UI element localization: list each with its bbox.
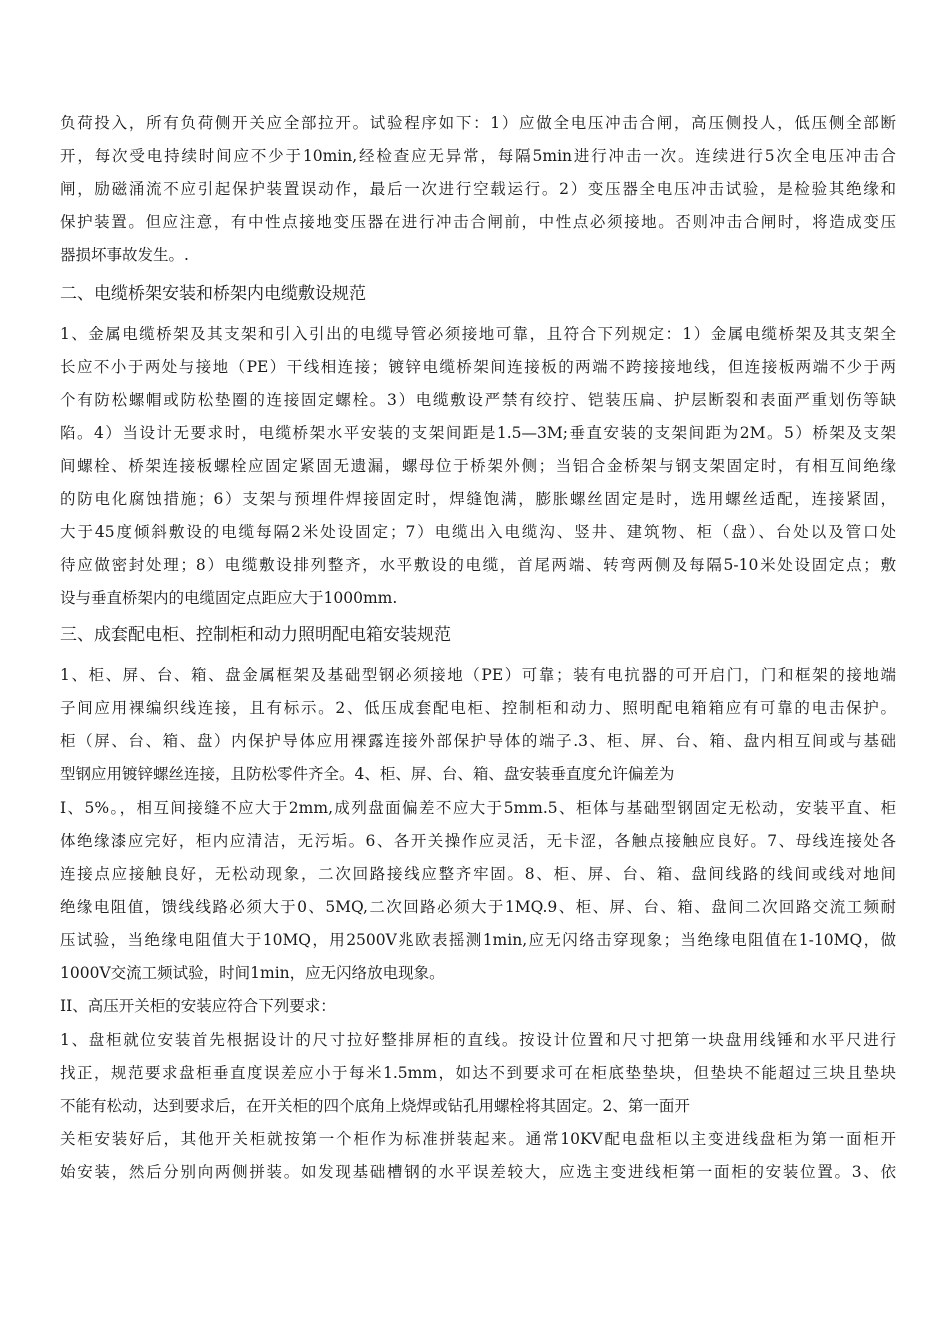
paragraph-line: 型钢应用镀锌螺丝连接，且防松零件齐全。4、柜、屏、台、箱、盘安装垂直度允许偏差为 [60, 765, 675, 783]
paragraph-line: 子间应用裸编织线连接，且有标示。2、低压成套配电柜、控制柜和动力、照明配电箱箱应有可靠的电击保护。 [60, 699, 896, 717]
paragraph-line: 陷。4）当设计无要求时，电缆桥架水平安装的支架间距是1.5—3M;垂直安装的支架间距为2M。5）桥架及支架 [60, 424, 896, 442]
paragraph-line: 1、盘柜就位安装首先根据设计的尺寸拉好整排屏柜的直线。按设计位置和尺寸把第一块盘用线锤和水平尺进行 [60, 1031, 896, 1049]
paragraph-line: 的防电化腐蚀措施；6）支架与预埋件焊接固定时，焊缝饱满，膨胀螺丝固定是时，选用螺丝适配，连接紧固， [60, 490, 896, 508]
paragraph-line: 1、金属电缆桥架及其支架和引入引出的电缆导管必须接地可靠，且符合下列规定：1）金属电缆桥架及其支架全 [60, 325, 896, 343]
section-heading: 三、成套配电柜、控制柜和动力照明配电箱安装规范 [60, 625, 451, 645]
paragraph-line: 压试验，当绝缘电阻值大于10MQ，用2500V兆欧表摇测1min,应无闪络击穿现象；当绝缘电阻值在1-10MQ，做 [60, 931, 896, 949]
paragraph-line: 绝缘电阻值，馈线线路必须大于0、5MQ,二次回路必须大于1MQ.9、柜、屏、台、箱、盘间二次回路交流工频耐 [60, 898, 896, 916]
paragraph-line: 待应做密封处理；8）电缆敷设排列整齐，水平敷设的电缆，首尾两端、转弯两侧及每隔5-10米处设固定点；敷 [60, 556, 896, 574]
paragraph-line: 闸，励磁涌流不应引起保护装置误动作，最后一次进行空载运行。2）变压器全电压冲击试验，是检验其绝缘和 [60, 180, 896, 198]
paragraph-line: 长应不小于两处与接地（PE）干线相连接；镀锌电缆桥架间连接板的两端不跨接接地线，但连接板两端不少于两 [60, 358, 896, 376]
paragraph-line: 1000V交流工频试验，时间1min，应无闪络放电现象。 [60, 964, 445, 982]
paragraph-line: 连接点应接触良好，无松动现象，二次回路接线应整齐牢固。8、柜、屏、台、箱、盘间线路的线间或线对地间 [60, 865, 896, 883]
paragraph-line: 始安装，然后分别向两侧拼装。如发现基础槽钢的水平误差较大，应选主变进线柜第一面柜的安装位置。3、依 [60, 1163, 896, 1181]
paragraph-line: 开，每次受电持续时间应不少于10min,经检查应无异常，每隔5min进行冲击一次。连续进行5次全电压冲击合 [60, 147, 896, 165]
paragraph-line: 找正，规范要求盘柜垂直度误差应小于每米1.5mm，如达不到要求可在柜底垫垫块，但垫块不能超过三块且垫块 [60, 1064, 896, 1082]
paragraph-line: 柜（屏、台、箱、盘）内保护导体应用裸露连接外部保护导体的端子.3、柜、屏、台、箱、盘内相互间或与基础 [60, 732, 896, 750]
paragraph-line: 关柜安装好后，其他开关柜就按第一个柜作为标准拼装起来。通常10KV配电盘柜以主变进线盘柜为第一面柜开 [60, 1130, 896, 1148]
paragraph-line: 大于45度倾斜敷设的电缆每隔2米处设固定；7）电缆出入电缆沟、竖井、建筑物、柜（盘）、台处以及管口处 [60, 523, 896, 541]
paragraph-line: 1、柜、屏、台、箱、盘金属框架及基础型钢必须接地（PE）可靠；装有电抗器的可开启门，门和框架的接地端 [60, 666, 896, 684]
paragraph-line: 个有防松螺帽或防松垫圈的连接固定螺栓。3）电缆敷设严禁有绞拧、铠装压扁、护层断裂和表面严重划伤等缺 [60, 391, 896, 409]
paragraph-line: 保护装置。但应注意，有中性点接地变压器在进行冲击合闸前，中性点必须接地。否则冲击合闸时，将造成变压 [60, 213, 896, 231]
paragraph-line: 器损坏事故发生。. [60, 246, 189, 264]
section-heading: 二、电缆桥架安装和桥架内电缆敷设规范 [60, 284, 366, 304]
paragraph-line: 设与垂直桥架内的电缆固定点距应大于1000mm. [60, 589, 398, 607]
paragraph-line: 体绝缘漆应完好，柜内应清洁，无污垢。6、各开关操作应灵活，无卡涩，各触点接触应良好。7、母线连接处各 [60, 832, 896, 850]
paragraph-line: I、5%。，相互间接缝不应大于2mm,成列盘面偏差不应大于5mm.5、柜体与基础型钢固定无松动，安装平直、柜 [60, 799, 896, 817]
paragraph-line: 负荷投入，所有负荷侧开关应全部拉开。试验程序如下：1）应做全电压冲击合闸，高压侧投人，低压侧全部断 [60, 114, 896, 132]
subsection-heading: II、高压开关柜的安装应符合下列要求： [60, 997, 336, 1015]
paragraph-line: 间螺栓、桥架连接板螺栓应固定紧固无遗漏，螺母位于桥架外侧；当铝合金桥架与钢支架固定时，有相互间绝缘 [60, 457, 896, 475]
paragraph-line: 不能有松动，达到要求后，在开关柜的四个底角上烧焊或钻孔用螺栓将其固定。2、第一面开 [60, 1097, 690, 1115]
